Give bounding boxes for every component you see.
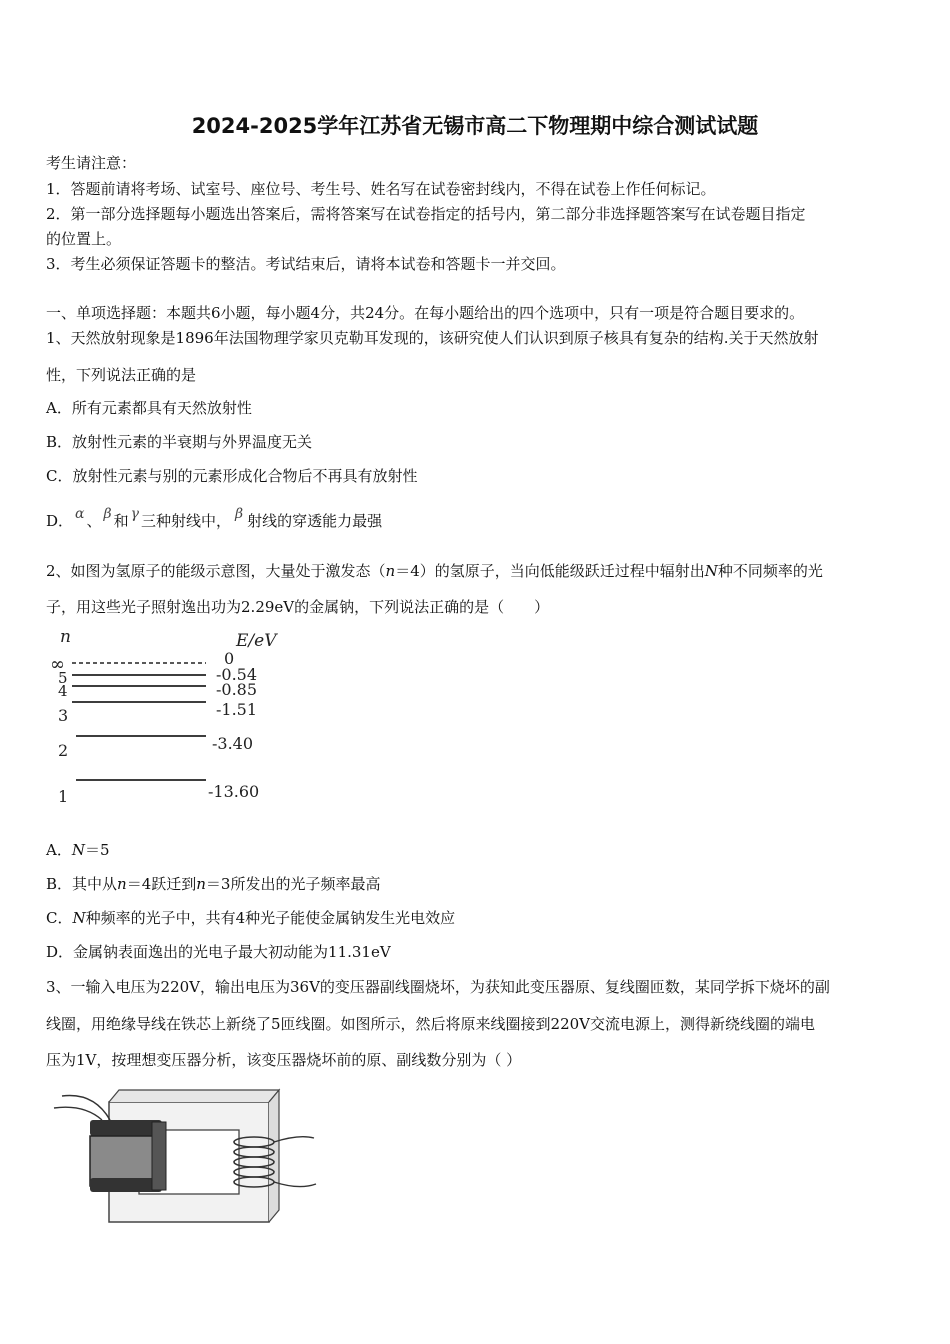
q2-stem: 2、如图为氢原子的能级示意图，大量处于激发态（n＝4）的氢原子，当向低能级跃迁过程中辐射出N种不同频率的光 bbox=[46, 562, 823, 580]
q1-option-b: B．放射性元素的半衰期与外界温度无关 bbox=[46, 433, 313, 451]
level-energy-label: -13.60 bbox=[208, 782, 260, 801]
notice-item: 2．第一部分选择题每小题选出答案后，需将答案写在试卷指定的括号内，第二部分非选择题答案写在试卷题目指定 bbox=[46, 205, 806, 223]
q2-stem: 子，用这些光子照射逸出功为2.29eV的金属钠，下列说法正确的是（ ） bbox=[46, 598, 550, 616]
axis-label-n: n bbox=[60, 627, 71, 647]
q1-stem: 1、天然放射现象是1896年法国物理学家贝克勒耳发现的，该研究使人们认识到原子核具有复杂的结构.关于天然放射 bbox=[46, 329, 819, 347]
section-heading: 一、单项选择题：本题共6小题，每小题4分，共24分。在每小题给出的四个选项中，只有一项是符合题目要求的。 bbox=[46, 304, 805, 322]
primary-coil-side bbox=[152, 1122, 166, 1190]
level-energy-label: -0.85 bbox=[216, 680, 258, 699]
q3-stem: 3、一输入电压为220V，输出电压为36V的变压器副线圈烧坏，为获知此变压器原、复线圈匝数，某同学拆下烧坏的副 bbox=[46, 978, 830, 996]
iron-core-side bbox=[269, 1090, 279, 1222]
option-label: D． bbox=[46, 512, 74, 530]
q2-option-a: A．N＝5 bbox=[46, 841, 110, 859]
notice-heading: 考生请注意： bbox=[46, 154, 137, 172]
iron-core-top bbox=[109, 1090, 279, 1102]
energy-level-diagram bbox=[44, 625, 304, 810]
level-energy-label: -1.51 bbox=[216, 700, 258, 719]
q1-option-a: A．所有元素都具有天然放射性 bbox=[46, 399, 252, 417]
separator: 、 bbox=[86, 512, 102, 530]
q2-option-c: C．N种频率的光子中，共有4种光子能使金属钠发生光电效应 bbox=[46, 909, 456, 927]
alpha-symbol: α bbox=[75, 506, 85, 522]
notice-item: 的位置上。 bbox=[46, 230, 122, 248]
level-energy-label: -3.40 bbox=[212, 734, 254, 753]
option-text: 三种射线中， bbox=[141, 512, 232, 530]
q3-stem: 线圈，用绝缘导线在铁芯上新绕了5匝线圈。如图所示，然后将原来线圈接到220V交流电源上，测得新绕线圈的端电 bbox=[46, 1015, 816, 1033]
variable-n: n bbox=[385, 562, 396, 580]
q3-stem: 压为1V，按理想变压器分析，该变压器烧坏前的原、副线数分别为（ ） bbox=[46, 1051, 522, 1069]
q2-option-b: B．其中从n＝4跃迁到n＝3所发出的光子频率最高 bbox=[46, 875, 381, 893]
level-energy-label: -0.54 bbox=[216, 665, 258, 684]
q1-option-d bbox=[46, 506, 383, 531]
axis-label-energy: E/eV bbox=[236, 631, 277, 651]
notice-item: 1．答题前请将考场、试室号、座位号、考生号、姓名写在试卷密封线内，不得在试卷上作任何标记。 bbox=[46, 180, 716, 198]
gamma-symbol: γ bbox=[130, 506, 139, 522]
level-n-label: ∞ bbox=[50, 654, 65, 675]
secondary-lead bbox=[274, 1137, 314, 1142]
beta-symbol: β bbox=[103, 506, 112, 522]
secondary-lead bbox=[274, 1182, 316, 1187]
primary-coil-bottom bbox=[90, 1178, 162, 1192]
q1-stem: 性，下列说法正确的是 bbox=[46, 366, 197, 384]
level-energy-label: 0 bbox=[224, 649, 235, 668]
q2-option-d: D．金属钠表面逸出的光电子最大初动能为11.31eV bbox=[46, 943, 391, 961]
notice-item: 3．考生必须保证答题卡的整洁。考试结束后，请将本试卷和答题卡一并交回。 bbox=[46, 255, 566, 273]
level-n-label: 5 bbox=[58, 669, 68, 687]
page-title: 2024-2025学年江苏省无锡市高二下物理期中综合测试试题 bbox=[191, 114, 759, 138]
variable-N: N bbox=[704, 562, 718, 580]
transformer-diagram bbox=[44, 1082, 324, 1232]
option-text: 射线的穿透能力最强 bbox=[247, 512, 383, 530]
level-n-label: 4 bbox=[58, 682, 68, 700]
primary-lead bbox=[54, 1107, 102, 1120]
level-n-label: 2 bbox=[58, 741, 69, 760]
level-n-label: 3 bbox=[58, 706, 69, 725]
level-n-label: 1 bbox=[58, 787, 69, 806]
conjunction: 和 bbox=[113, 512, 129, 530]
primary-coil-top bbox=[90, 1120, 162, 1136]
q1-option-c: C．放射性元素与别的元素形成化合物后不再具有放射性 bbox=[46, 467, 418, 485]
beta-symbol: β bbox=[235, 506, 244, 522]
